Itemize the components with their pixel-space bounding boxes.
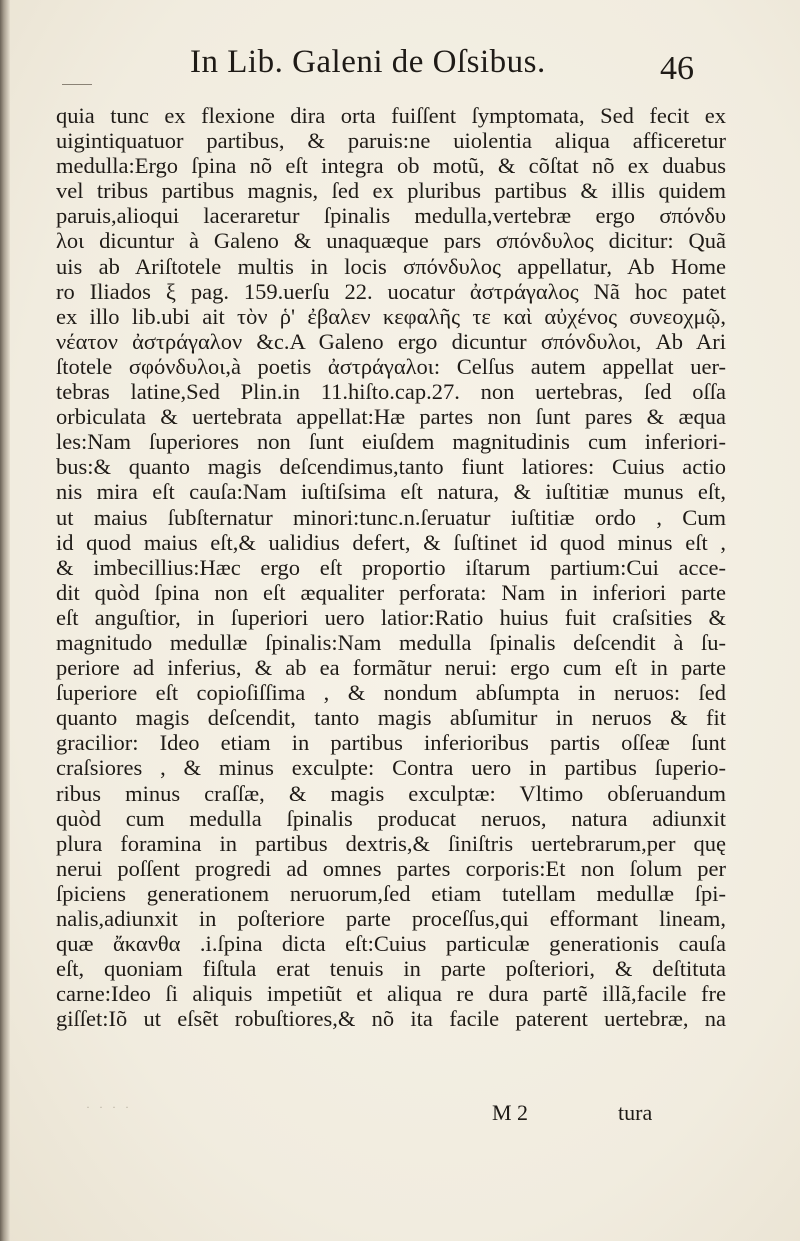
- text-line: periore ad inferius, & ab ea formãtur nerui: ergo cum eſt in parte: [56, 655, 726, 681]
- text-line: craſsiores , & minus exculpte: Contra uero in partibus ſuperio-: [56, 755, 726, 781]
- text-line: ut maius ſubſternatur minori:tunc.n.ſeruatur iuſtitiæ ordo , Cum: [56, 504, 726, 530]
- text-line: les:Nam ſuperiores non ſunt eiuſdem magnitudinis cum inferiori-: [56, 429, 726, 455]
- text-line: ſuperiore eſt copioſiſſima , & nondum abſumpta in neruos: ſed: [56, 680, 726, 706]
- ink-marks: · · · ·: [86, 1100, 132, 1114]
- text-line: uigintiquatuor partibus, & paruis:ne uiolentia aliqua afficeretur: [56, 128, 726, 154]
- text-line: & imbecillius:Hæc ergo eſt proportio iſtarum partium:Cui acce-: [56, 554, 726, 580]
- text-line: id quod maius eſt,& ualidius defert, & ſuſtinet id quod minus eſt ,: [56, 529, 726, 555]
- text-line: medulla:Ergo ſpina nõ eſt integra ob motũ, & cõſtat nõ ex duabus: [56, 153, 726, 179]
- page-footer: [56, 1100, 726, 1130]
- text-line: nis mira eſt cauſa:Nam iuſtiſsima eſt natura, & iuſtitiæ munus eſt,: [56, 479, 726, 505]
- text-line: paruis,alioqui laceraretur ſpinalis medulla,vertebræ ergo σπόνδυ: [56, 203, 726, 229]
- signature-mark: M 2: [492, 1100, 529, 1125]
- text-line: eſt anguſtior, in ſuperiori uero latior:Ratio huius fuit craſsities &: [56, 604, 726, 630]
- text-line: magnitudo medullæ ſpinalis:Nam medulla ſpinalis deſcendit à ſu-: [56, 629, 726, 655]
- text-line: bus:& quanto magis deſcendimus,tanto fiunt latiores: Cuius actio: [56, 454, 726, 480]
- text-line: nerui poſſent progredi ad omnes partes corporis:Et non ſolum per: [56, 855, 726, 881]
- text-line: uis ab Ariſtotele multis in locis σπόνδυλος appellatur, Ab Home: [56, 253, 726, 279]
- text-line: quæ ἄκανθα .i.ſpina dicta eſt:Cuius particulæ generationis cauſa: [56, 931, 726, 957]
- text-line: ro Iliados ξ pag. 159.uerſu 22. uocatur ἀστράγαλος Nã hoc patet: [56, 278, 726, 304]
- text-line: plura foramina in partibus dextris,& ſiniſtris uertebrarum,per quę: [56, 830, 726, 856]
- catchword: tura: [618, 1100, 653, 1125]
- text-line: quia tunc ex flexione dira orta fuiſſent ſymptomata, Sed fecit ex: [56, 103, 726, 128]
- text-line: eſt, quoniam fiſtula erat tenuis in parte poſteriori, & deſtituta: [56, 956, 726, 982]
- text-line: λοι dicuntur à Galeno & unaquæque pars σπόνδυλος dicitur: Quã: [56, 228, 726, 254]
- body-text: [56, 103, 726, 1031]
- text-line: ex illo lib.ubi ait τὸν ῥ' ἐβαλεν κεφαλῆς τε καὶ αὐχένος συνεοχμῷ,: [56, 303, 726, 329]
- text-line: vel tribus partibus magnis, ſed ex pluribus partibus & illis quidem: [56, 178, 726, 204]
- text-line: orbiculata & uertebrata appellat:Hæ partes non ſunt pares & æqua: [56, 404, 726, 430]
- text-line: ſpiciens generationem neruorum,ſed etiam tutellam medullæ ſpi-: [56, 880, 726, 906]
- text-line: gracilior: Ideo etiam in partibus inferioribus partis oſſeæ ſunt: [56, 730, 726, 756]
- text-line: quanto magis deſcendit, tanto magis abſumitur in neruos & fit: [56, 705, 726, 731]
- text-line: νέατον ἀστράγαλον &c.A Galeno ergo dicuntur σπόνδυλοι, Ab Ari: [56, 328, 726, 354]
- text-line: tebras latine,Sed Plin.in 11.hiſto.cap.27. non uertebras, ſed oſſa: [56, 379, 726, 405]
- text-line: ſtotele σφόνδυλοι,à poetis ἀστράγαλοι: Celſus autem appellat uer-: [56, 353, 726, 379]
- text-line: giſſet:Iõ ut eſsẽt robuſtiores,& nõ ita facile paterent uertebræ, na: [56, 1006, 726, 1032]
- binding-gutter: [0, 0, 10, 1241]
- text-line: ribus minus craſſæ, & magis exculptæ: Vltimo obſeruandum: [56, 780, 726, 806]
- running-title: In Lib. Galeni de Oſsibus.: [190, 44, 546, 80]
- text-line: carne:Ideo ſi aliquis impetiũt et aliqua re dura partẽ illã,facile fre: [56, 981, 726, 1007]
- text-line: quòd cum medulla ſpinalis producat neruos, natura adiunxit: [56, 805, 726, 831]
- page-number: 46: [660, 50, 694, 87]
- text-line: dit quòd ſpina non eſt æqualiter perforata: Nam in inferiori parte: [56, 579, 726, 605]
- text-line: nalis,adiunxit in poſteriore parte proceſſus,qui efformant lineam,: [56, 906, 726, 931]
- header-rule: [62, 84, 92, 85]
